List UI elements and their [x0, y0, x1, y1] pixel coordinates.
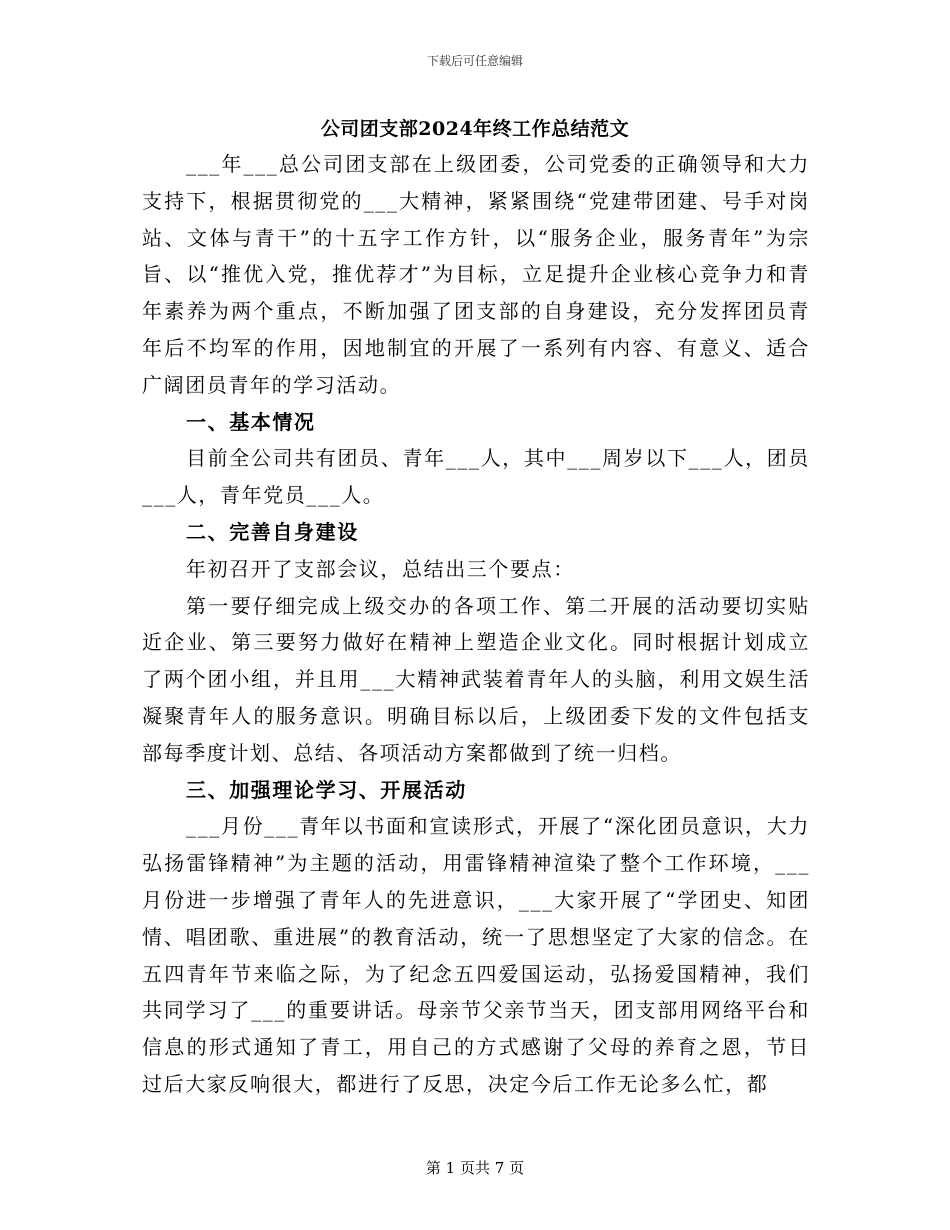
- self-construction-paragraph-1: 年初召开了支部会议，总结出三个要点：: [186, 556, 575, 581]
- section-heading-self-construction: 二、完善自身建设: [186, 519, 359, 544]
- self-construction-paragraph-2: 第一要仔细完成上级交办的各项工作、第二开展的活动要切实贴近企业、第三要努力做好在精神上塑造企业文化。同时根据计划成立了两个团小组，并且用___大精神武装着青年人的头脑，利用文娱生活凝聚青年人的服务意识。明确目标以后，上级团委下发的文件包括支部每季度计划、总结、各项活动方案都做到了统一归档。: [142, 593, 810, 765]
- section-heading-basic-situation: 一、基本情况: [186, 409, 316, 434]
- document-title: 公司团支部2024年终工作总结范文: [320, 118, 630, 140]
- document-body: [142, 146, 810, 1103]
- theory-study-paragraph: ___月份___青年以书面和宣读形式，开展了“深化团员意识，大力弘扬雷锋精神”为主题的活动，用雷锋精神渲染了整个工作环境，___月份进一步增强了青年人的先进意识，___大家开展了“学团史、知团情、唱团歌、重进展”的教育活动，统一了思想坚定了大家的信念。在五四青年节来临之际，为了纪念五四爱国运动，弘扬爱国精神，我们共同学习了___的重要讲话。母亲节父亲节当天，团支部用网络平台和信息的形式通知了青工，用自己的方式感谢了父母的养育之恩，节日过后大家反响很大，都进行了反思，决定今后工作无论多么忙，都: [142, 814, 810, 1096]
- page-header-note: 下载后可任意编辑: [426, 54, 523, 68]
- section-heading-theory-study: 三、加强理论学习、开展活动: [186, 777, 467, 802]
- page-number-footer: 第 1 页共 7 页: [425, 1159, 525, 1177]
- intro-paragraph: ___年___总公司团支部在上级团委，公司党委的正确领导和大力支持下，根据贯彻党的___大精神，紧紧围绕“党建带团建、号手对岗站、文体与青干”的十五字工作方针，以“服务企业，服务青年”为宗旨、以“推优入党，推优荐才”为目标，立足提升企业核心竞争力和青年素养为两个重点，不断加强了团支部的自身建设，充分发挥团员青年后不均军的作用，因地制宜的开展了一系列有内容、有意义、适合广阔团员青年的学习活动。: [142, 152, 810, 397]
- basic-situation-paragraph: 目前全公司共有团员、青年___人，其中___周岁以下___人，团员___人，青年党员___人。: [142, 446, 810, 508]
